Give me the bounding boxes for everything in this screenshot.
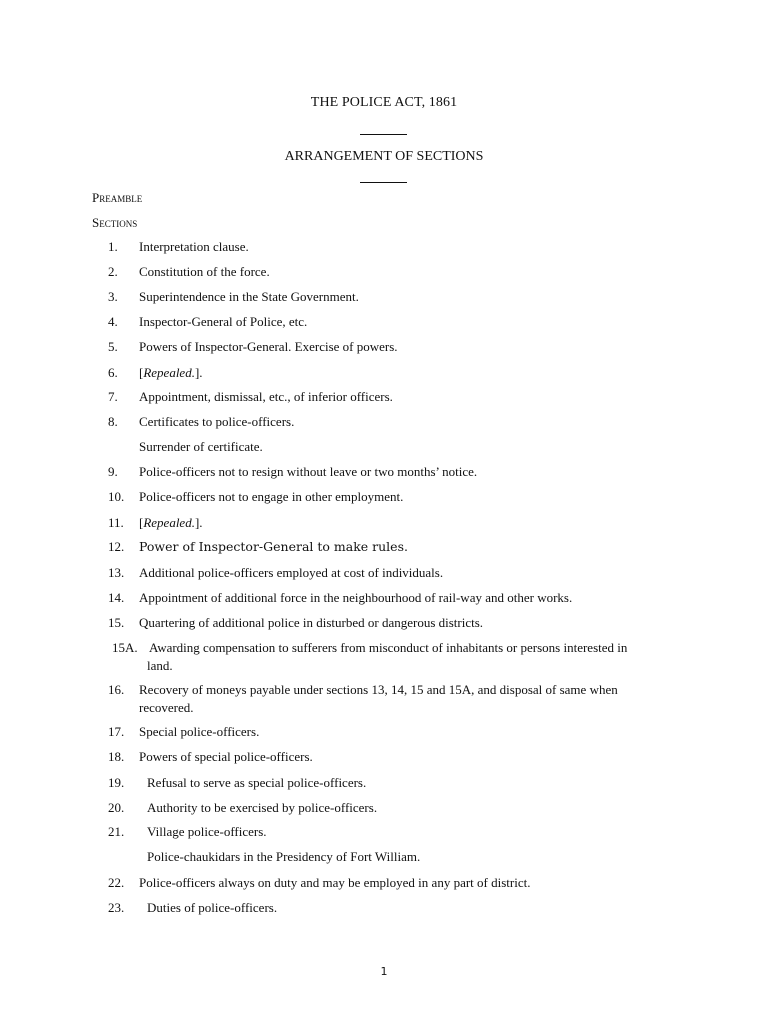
section-number: 21.	[108, 824, 125, 839]
section-title: Police-officers always on duty and may be employed in any part of district.	[139, 875, 531, 890]
section-title-continuation: land.	[147, 658, 173, 673]
section-number: 4.	[108, 314, 118, 329]
section-title: Interpretation clause.	[139, 239, 249, 254]
section-title: Appointment of additional force in the neighbourhood of rail-way and other works.	[139, 590, 573, 605]
section-number: 16.	[108, 682, 125, 697]
document-title: THE POLICE ACT, 1861	[310, 95, 458, 110]
section-number: 1.	[108, 239, 118, 254]
section-number: 6.	[108, 365, 118, 380]
section-title: Police-officers not to resign without leave or two months’ notice.	[139, 464, 478, 479]
subtitle-rule	[360, 182, 407, 183]
section-title-continuation: recovered.	[139, 700, 194, 715]
section-number: 7.	[108, 389, 118, 404]
section-title: Quartering of additional police in disturbed or dangerous districts.	[139, 615, 484, 630]
section-number: 15.	[108, 615, 125, 630]
section-number: 13.	[108, 565, 125, 580]
section-number: 10.	[108, 489, 125, 504]
section-number: 17.	[108, 724, 125, 739]
section-number: 20.	[108, 800, 125, 815]
repealed-label: Repealed.	[143, 515, 195, 530]
section-title: Duties of police-officers.	[147, 900, 278, 915]
section-title: Police-chaukidars in the Presidency of Fort William.	[147, 849, 421, 864]
section-title: Village police-officers.	[147, 824, 267, 839]
section-title: Refusal to serve as special police-officers.	[147, 775, 367, 790]
section-title: Certificates to police-officers.	[139, 414, 295, 429]
section-title: Surrender of certificate.	[139, 439, 263, 454]
repealed-label: Repealed.	[143, 365, 195, 380]
sections-label: Sections	[92, 215, 138, 230]
bracket-open: [	[139, 365, 144, 380]
section-title: Recovery of moneys payable under sections 13, 14, 15 and 15A, and disposal of same when	[139, 682, 618, 697]
section-title	[139, 514, 679, 532]
section-number: 23.	[108, 900, 125, 915]
section-title: Awarding compensation to sufferers from misconduct of inhabitants or persons interested in	[149, 640, 628, 655]
section-number: 2.	[108, 264, 118, 279]
document-subtitle: ARRANGEMENT OF SECTIONS	[284, 149, 484, 164]
bracket-close: ].	[194, 515, 203, 530]
section-number: 3.	[108, 289, 118, 304]
page-number: 1	[380, 965, 388, 978]
section-number: 22.	[108, 875, 125, 890]
bracket-close: ].	[194, 365, 203, 380]
section-title	[139, 364, 679, 382]
section-title: Special police-officers.	[139, 724, 260, 739]
section-number: 19.	[108, 775, 125, 790]
title-rule	[360, 134, 407, 135]
preamble-label: Preamble	[92, 190, 143, 205]
bracket-open: [	[139, 515, 144, 530]
section-title: Powers of Inspector-General. Exercise of powers.	[139, 339, 398, 354]
section-title: Powers of special police-officers.	[139, 749, 313, 764]
section-number: 14.	[108, 590, 125, 605]
section-number: 5.	[108, 339, 118, 354]
section-title: Additional police-officers employed at cost of individuals.	[139, 565, 444, 580]
section-title: Superintendence in the State Government.	[139, 289, 359, 304]
section-title: Constitution of the force.	[139, 264, 270, 279]
section-title: Police-officers not to engage in other employment.	[139, 489, 404, 504]
section-title: Appointment, dismissal, etc., of inferior officers.	[139, 389, 393, 404]
section-number: 8.	[108, 414, 118, 429]
section-title: Power of Inspector-General to make rules.	[139, 539, 408, 554]
section-title: Authority to be exercised by police-officers.	[147, 800, 378, 815]
section-number: 11.	[108, 515, 124, 530]
section-title: Inspector-General of Police, etc.	[139, 314, 308, 329]
section-number: 15A.	[112, 640, 138, 655]
section-number: 12.	[108, 539, 125, 554]
section-number: 18.	[108, 749, 125, 764]
section-number: 9.	[108, 464, 118, 479]
